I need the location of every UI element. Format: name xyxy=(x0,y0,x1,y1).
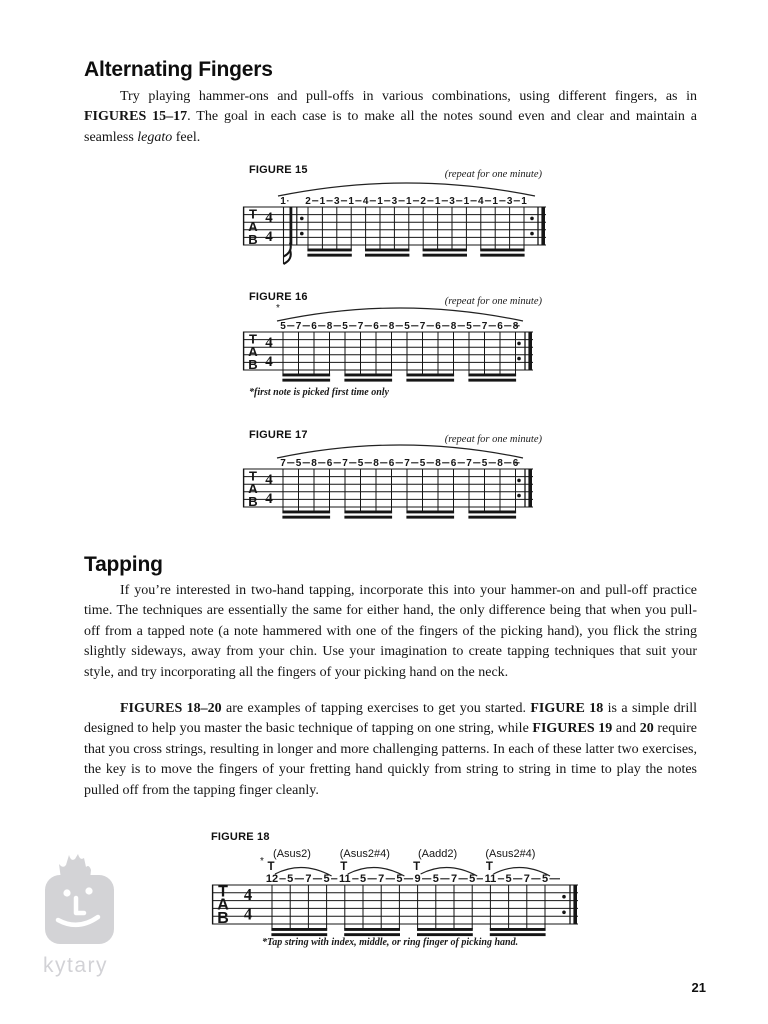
tab-fret-number: 5 xyxy=(404,321,410,332)
section-heading-tapping: Tapping xyxy=(84,553,163,576)
tab-fret-number: 2 xyxy=(305,196,311,207)
tab-fret-number: 7 xyxy=(295,321,302,332)
figure-figure-18-staff xyxy=(212,848,578,936)
tab-fret-number: 5 xyxy=(469,873,476,885)
text-run: and xyxy=(612,721,640,737)
tab-fret-number: 1 xyxy=(377,196,383,207)
tab-fret-number: 7 xyxy=(481,321,488,332)
tab-fret-number: 5 xyxy=(541,873,549,885)
figure-17-repeat-annotation: (repeat for one minute) xyxy=(444,434,542,445)
figure-18-footnote: *Tap string with index, middle, or ring finger of picking hand. xyxy=(262,937,519,948)
tab-fret-number: 3 xyxy=(391,196,398,207)
text-run: require that you cross strings, resulting in longer and more challenging patterns. In each of these latter two exercises, the key is to move the fingers of your fretting hand quickly from string to string in time to play the notes pulled off from the tapping finger cleanly. xyxy=(84,721,697,798)
tab-fret-number: 5 xyxy=(481,458,488,469)
tab-fret-number: 1 xyxy=(521,196,527,207)
tab-fret-number: 7 xyxy=(450,873,458,885)
time-signature-denominator: 4 xyxy=(265,490,273,507)
tab-fret-number: 6 xyxy=(373,321,379,332)
kytary-watermark xyxy=(42,853,152,978)
tab-fret-number: 4 xyxy=(478,196,484,207)
tab-fret-number: 3 xyxy=(449,196,455,207)
tab-fret-number: 11 xyxy=(484,873,497,885)
figure-17-label: FIGURE 17 xyxy=(249,429,308,441)
tab-fret-number: 5 xyxy=(287,873,294,885)
tap-t-marker: T xyxy=(267,861,275,873)
chord-name: (Asus2#4) xyxy=(339,848,390,860)
figure-figure-16-staff xyxy=(243,303,533,382)
tab-fret-number: 6 xyxy=(497,321,503,332)
tab-fret-number: 4 xyxy=(362,196,369,207)
text-run: Try playing hammer-ons and pull-offs in various combinations, using different fingers, as in xyxy=(120,89,697,104)
text-run: FIGURES 19 xyxy=(532,721,613,737)
tab-fret-number: 5 xyxy=(419,458,426,469)
tab-clef-letter: B xyxy=(217,909,229,927)
tab-clef-letter: A xyxy=(248,480,258,496)
tab-fret-number: 7 xyxy=(378,873,385,885)
tab-fret-number: 5 xyxy=(342,321,348,332)
tab-fret-number: 8 xyxy=(497,458,503,469)
text-run: is a simple drill designed to help you master the basic technique of tapping on one string, while xyxy=(84,701,698,737)
section-heading-alternating-fingers: Alternating Fingers xyxy=(84,58,273,81)
tab-clef-letter: T xyxy=(249,331,257,347)
tab-fret-number: 6 xyxy=(326,458,333,469)
text-run: If you’re interested in two-hand tapping, incorporate this into your hammer-on and pull-off practice time. The techniques are essentially the same for either hand, the only difference being that when you pull-off from a tapped note (a note hammered with one of the fingers of the picking hand), you flick the string slightly sideways, away from your chin. Use your imagination to create tapping techniques that suit your style, and try incorporating all the fingers of your picking hand on the neck. xyxy=(84,583,697,680)
tab-fret-number: 6 xyxy=(388,458,395,469)
tab-fret-number: 7 xyxy=(466,458,472,469)
tab-fret-number: 1 xyxy=(463,196,470,207)
repeat-slur xyxy=(277,445,523,458)
tab-fret-number: 11 xyxy=(338,873,351,885)
figure-15-label: FIGURE 15 xyxy=(249,164,308,176)
tab-fret-number: 5 xyxy=(357,458,364,469)
time-signature-denominator: 4 xyxy=(265,353,273,370)
chord-name: (Aadd2) xyxy=(418,848,458,860)
body-paragraph-tapping-2 xyxy=(84,699,697,801)
tab-fret-number: 3 xyxy=(506,196,513,207)
tab-fret-number: 5 xyxy=(295,458,302,469)
text-run: 20 xyxy=(639,721,654,737)
tab-fret-number: 1 xyxy=(434,196,441,207)
time-signature-numerator: 4 xyxy=(265,471,273,488)
tap-asterisk: * xyxy=(260,856,264,867)
text-run: FIGURES 15–17 xyxy=(84,109,188,125)
tab-fret-number: 8 xyxy=(450,321,457,332)
text-run: feel. xyxy=(172,129,201,145)
tab-clef-letter: A xyxy=(248,343,258,359)
tab-fret-number: 7 xyxy=(305,873,312,885)
tab-fret-number: 8 xyxy=(326,321,333,332)
figure-figure-17-staff xyxy=(243,445,533,519)
text-run: FIGURE 18 xyxy=(530,701,604,716)
tab-fret-number: 3 xyxy=(334,196,340,207)
tab-clef-letter: T xyxy=(249,206,257,222)
time-signature-denominator: 4 xyxy=(243,904,253,924)
repeat-slur xyxy=(277,308,523,321)
tab-fret-number: 1 xyxy=(406,196,412,207)
tab-fret-number: 8 xyxy=(388,321,395,332)
tab-fret-number: 1 xyxy=(348,196,354,207)
text-run: FIGURES 18–20 xyxy=(120,701,222,716)
tab-fret-number: 8 xyxy=(435,458,441,469)
tab-fret-number: 6 xyxy=(311,321,317,332)
tab-clef-letter: T xyxy=(218,883,228,901)
figure-15-repeat-annotation: (repeat for one minute) xyxy=(444,169,542,180)
first-note-asterisk: * xyxy=(276,303,280,314)
tab-fret-number: 5 xyxy=(432,873,439,885)
chord-name: (Asus2#4) xyxy=(485,848,536,860)
tab-fret-number: 1 xyxy=(319,196,326,207)
time-signature-numerator: 4 xyxy=(243,885,253,905)
body-paragraph-alternating xyxy=(84,87,697,148)
tap-t-marker: T xyxy=(340,861,348,873)
text-run: are examples of tapping exercises to get you started. xyxy=(221,701,531,716)
tab-fret-number: 12 xyxy=(265,873,279,885)
tab-clef-letter: T xyxy=(249,468,257,484)
tab-fret-number: 6 xyxy=(450,458,457,469)
tap-t-marker: T xyxy=(485,861,493,873)
tab-fret-number: 9 xyxy=(414,873,421,885)
tab-fret-number: 8 xyxy=(512,321,519,332)
page-number: 21 xyxy=(691,980,706,995)
tab-fret-number: 5 xyxy=(323,873,330,885)
tab-clef-letter: B xyxy=(248,356,258,372)
tab-fret-number: 5 xyxy=(505,873,512,885)
tab-fret-number: 2 xyxy=(420,196,426,207)
figure-16-repeat-annotation: (repeat for one minute) xyxy=(444,296,542,307)
tab-fret-number: 7 xyxy=(342,458,348,469)
tab-fret-number: 7 xyxy=(404,458,410,469)
tab-clef-letter: A xyxy=(217,896,229,914)
tab-fret-number: 8 xyxy=(311,458,317,469)
text-run: legato xyxy=(137,129,173,145)
figure-figure-15-staff xyxy=(243,183,546,264)
tab-clef-letter: B xyxy=(248,231,258,247)
time-signature-numerator: 4 xyxy=(265,334,273,351)
figure-16-footnote: *first note is picked first time only xyxy=(249,387,389,398)
tab-fret-number: 8 xyxy=(373,458,379,469)
tab-fret-number: 5 xyxy=(359,873,367,885)
tab-fret-number: 1 xyxy=(492,196,498,207)
tab-fret-number: 7 xyxy=(357,321,364,332)
tab-fret-number: 7 xyxy=(280,458,286,469)
tab-fret-number: 5 xyxy=(396,873,403,885)
figure-16-label: FIGURE 16 xyxy=(249,291,308,303)
tab-clef-letter: B xyxy=(248,493,258,509)
tab-fret-number: 6 xyxy=(435,321,441,332)
text-run: . The goal in each case is to make all the notes sound even and clear and maintain a seamless xyxy=(84,109,697,145)
time-signature-numerator: 4 xyxy=(265,209,273,226)
tap-t-marker: T xyxy=(413,861,421,873)
tab-fret-number: 7 xyxy=(523,873,530,885)
kytary-watermark-text: kytary xyxy=(43,954,109,977)
tab-clef-letter: A xyxy=(248,218,258,234)
kytary-logo-icon xyxy=(42,853,122,947)
body-paragraph-tapping-1 xyxy=(84,581,697,683)
figure-18-label: FIGURE 18 xyxy=(211,831,270,843)
tab-fret-number: 7 xyxy=(419,321,426,332)
tab-fret-number: 5 xyxy=(280,321,286,332)
chord-name: (Asus2) xyxy=(273,848,311,860)
pickup-fret-number: 1 xyxy=(280,196,286,207)
repeat-slur xyxy=(278,183,535,196)
tab-fret-number: 5 xyxy=(466,321,472,332)
time-signature-denominator: 4 xyxy=(265,228,273,245)
tab-fret-number: 6 xyxy=(512,458,519,469)
